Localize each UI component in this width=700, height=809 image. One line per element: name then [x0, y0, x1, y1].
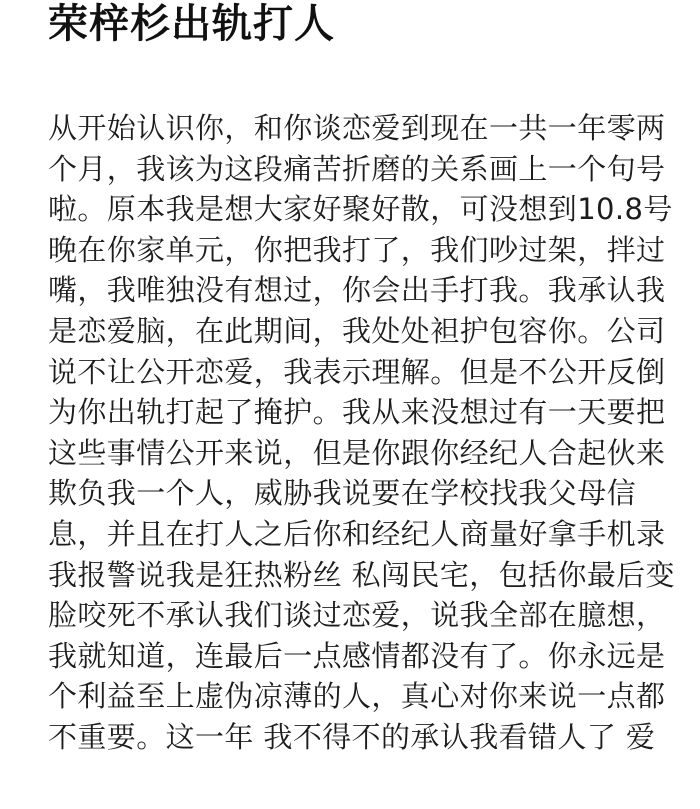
body-line: 欺负我一个人，威胁我说要在学校找我父母信 [48, 476, 637, 511]
body-line: 为你出轨打起了掩护。我从来没想过有一天要把 [48, 395, 666, 430]
body-line: 是恋爱脑，在此期间，我处处袒护包容你。公司 [48, 313, 666, 348]
body-line: 个月，我该为这段痛苦折磨的关系画上一个句号 [48, 151, 666, 186]
article-body [48, 108, 688, 758]
body-line: 说不让公开恋爱，我表示理解。但是不公开反倒 [48, 354, 666, 389]
article-title: 荣梓杉出轨打人 [48, 1, 335, 47]
body-line: 息，并且在打人之后你和经纪人商量好拿手机录 [48, 516, 666, 551]
body-line: 从开始认识你，和你谈恋爱到现在一共一年零两 [48, 111, 666, 145]
body-line: 个利益至上虚伪凉薄的人，真心对你来说一点都 [48, 679, 666, 714]
body-line: 嘴，我唯独没有想过，你会出手打我。我承认我 [48, 273, 666, 308]
body-line: 不重要。这一年 我不得不的承认我看错人了 爱 [48, 719, 656, 754]
body-line: 脸咬死不承认我们谈过恋爱，说我全部在臆想， [48, 598, 666, 633]
body-line: 我报警说我是狂热粉丝 私闯民宅，包括你最后变 [48, 557, 676, 592]
body-line: 这些事情公开来说，但是你跟你经纪人合起伙来 [48, 435, 666, 470]
body-line: 我就知道，连最后一点感情都没有了。你永远是 [48, 638, 666, 673]
body-line: 啦。原本我是想大家好聚好散，可没想到10.8号 [48, 192, 673, 227]
body-line: 晚在你家单元，你把我打了，我们吵过架，拌过 [48, 232, 666, 267]
